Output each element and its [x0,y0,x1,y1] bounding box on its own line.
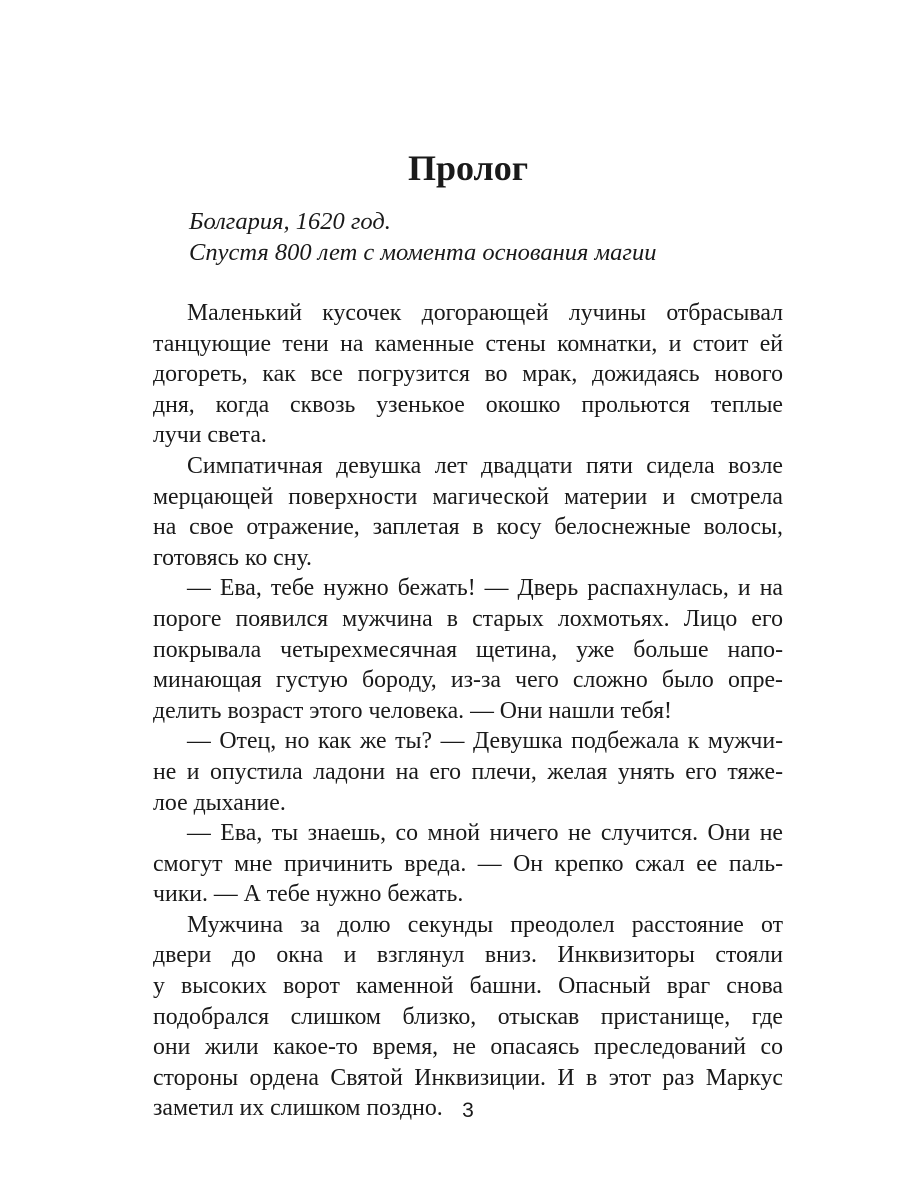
text-line: Мужчина за долю секунды преодолел расстояние от [187,911,783,938]
text-line: на свое отражение, заплетая в косу белоснежные волосы, [153,514,783,541]
text-line: минающая густую бороду, из-за чего сложно было опре- [153,667,783,694]
paragraph [153,451,783,573]
epigraph-place-date: Болгария, 1620 год. [189,208,391,235]
page-number: 3 [462,1099,474,1122]
text-line: покрывала четырехмесячная щетина, уже больше напо- [153,636,783,663]
text-line: дня, когда сквозь узенькое окошко прольются теплые [153,391,783,418]
paragraph [153,726,783,818]
chapter-title: Пролог [407,148,529,188]
text-line: — Отец, но как же ты? — Девушка подбежала к мужчи- [187,728,783,755]
text-line: заметил их слишком поздно. [153,1095,443,1122]
text-line: танцующие тени на каменные стены комнатки, и стоит ей [153,330,783,357]
text-line: у высоких ворот каменной башни. Опасный враг снова [153,973,783,1000]
paragraph [153,818,783,910]
text-line: мерцающей поверхности магической материи и смотрела [153,483,783,510]
text-line: догореть, как все погрузится во мрак, дожидаясь нового [153,361,783,388]
text-line: лое дыхание. [153,789,286,816]
paragraph [153,298,783,451]
text-line: двери до окна и взглянул вниз. Инквизиторы стояли [153,942,783,969]
paragraph [153,573,783,726]
text-line: смогут мне причинить вреда. — Он крепко сжал ее паль- [153,850,783,877]
text-line: готовясь ко сну. [153,544,312,571]
book-page [153,0,783,1200]
text-line: чики. — А тебе нужно бежать. [153,881,464,908]
text-line: стороны ордена Святой Инквизиции. И в этот раз Маркус [153,1064,783,1091]
epigraph [189,206,783,268]
text-line: Маленький кусочек догорающей лучины отбрасывал [187,300,783,326]
text-line: Симпатичная девушка лет двадцати пяти сидела возле [187,452,783,479]
text-line: пороге появился мужчина в старых лохмотьях. Лицо его [153,605,783,632]
text-line: — Ева, тебе нужно бежать! — Дверь распахнулась, и на [187,575,783,602]
text-line: лучи света. [153,422,267,449]
text-line: делить возраст этого человека. — Они нашли тебя! [153,697,672,724]
text-line: — Ева, ты знаешь, со мной ничего не случится. Они не [187,820,783,847]
text-line: они жили какое-то время, не опасаясь преследований со [153,1034,783,1061]
chapter-body [153,298,783,1124]
text-line: подобрался слишком близко, отыскав пристанище, где [153,1003,783,1030]
text-line: не и опустила ладони на его плечи, желая унять его тяже- [153,758,783,785]
paragraph [153,910,783,1124]
epigraph-subtitle: Спустя 800 лет с момента основания магии [189,239,657,266]
